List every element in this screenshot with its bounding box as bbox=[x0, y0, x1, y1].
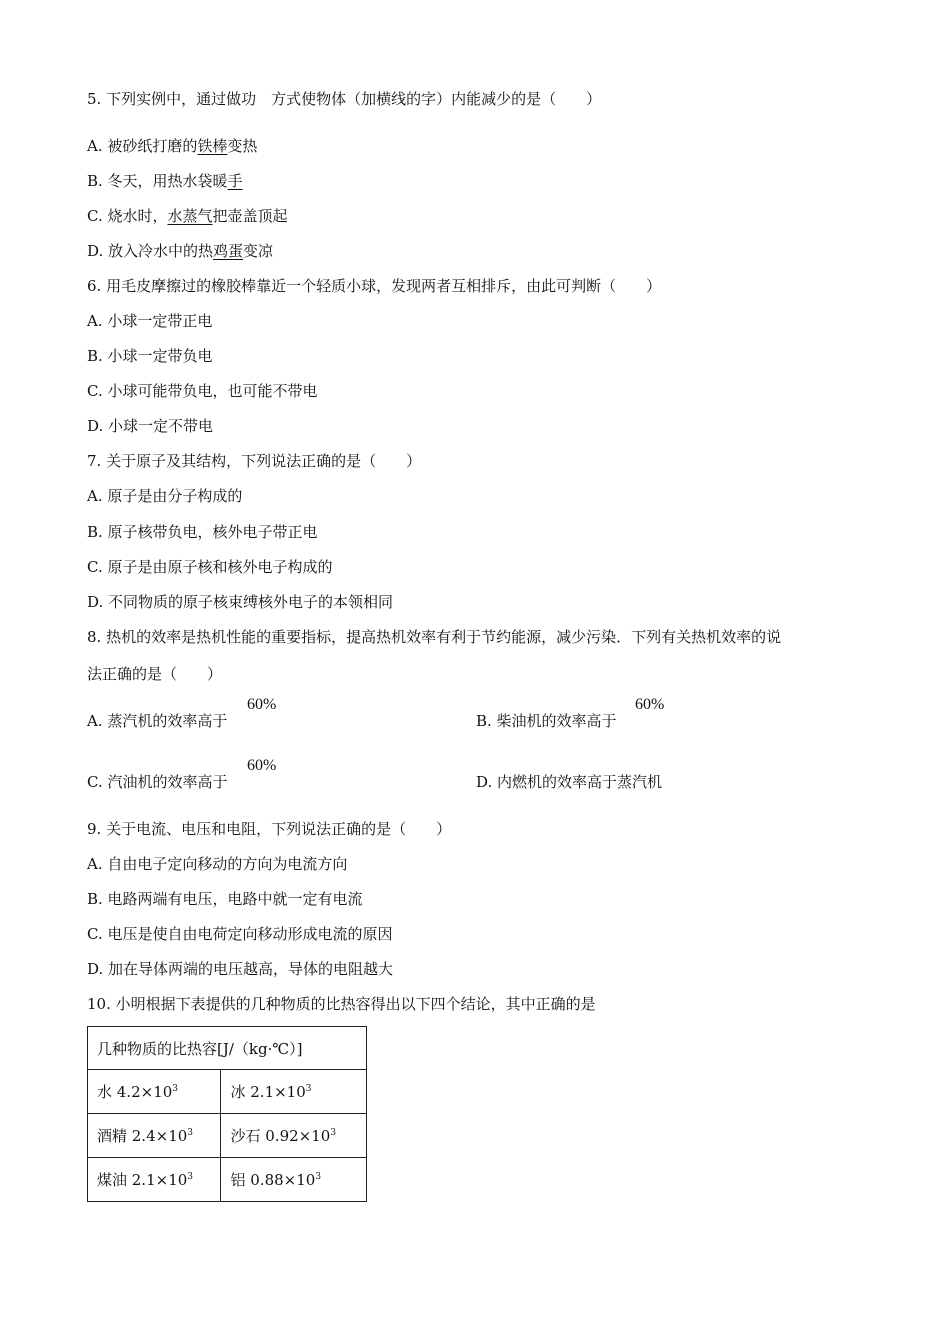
table-header-cell: 几种物质的比热容[J/（kg·℃）] bbox=[88, 1027, 367, 1070]
question-6-option-a: A. 小球一定带正电 bbox=[87, 312, 213, 330]
option-text: 把壶盖顶起 bbox=[212, 207, 288, 225]
question-8-option-b-percent: 60% bbox=[635, 696, 665, 713]
table-row bbox=[88, 1158, 367, 1202]
question-8-stem-line-2: 法正确的是（ ） bbox=[87, 665, 223, 683]
question-6-option-d: D. 小球一定不带电 bbox=[87, 417, 214, 435]
option-text: 变热 bbox=[227, 137, 258, 155]
question-5-stem: 5. 下列实例中，通过做功 方式使物体（加横线的字）内能减少的是（ ） bbox=[87, 90, 602, 108]
cell-exponent: 3 bbox=[172, 1084, 179, 1094]
question-7-option-a: A. 原子是由分子构成的 bbox=[87, 487, 243, 505]
table-cell bbox=[88, 1070, 221, 1114]
question-7-option-b: B. 原子核带负电，核外电子带正电 bbox=[87, 523, 318, 541]
table-row bbox=[88, 1070, 367, 1114]
question-8-option-d: D. 内燃机的效率高于蒸汽机 bbox=[476, 773, 663, 791]
question-5-option-c bbox=[87, 206, 288, 226]
cell-value: 煤油 2.1×10 bbox=[97, 1171, 188, 1189]
option-text: C. 烧水时， bbox=[87, 207, 168, 225]
question-5-option-d bbox=[87, 241, 273, 261]
question-7-option-d: D. 不同物质的原子核束缚核外电子的本领相同 bbox=[87, 593, 394, 611]
cell-value: 水 4.2×10 bbox=[97, 1083, 173, 1101]
option-text: 变凉 bbox=[243, 242, 274, 260]
question-8-option-a-percent: 60% bbox=[247, 696, 277, 713]
question-5-option-a bbox=[87, 136, 257, 156]
question-6-option-c: C. 小球可能带负电，也可能不带电 bbox=[87, 382, 318, 400]
table-cell bbox=[221, 1114, 367, 1158]
cell-value: 沙石 0.92×10 bbox=[230, 1127, 331, 1145]
option-text: A. 被砂纸打磨的 bbox=[87, 137, 198, 155]
question-10-stem: 10. 小明根据下表提供的几种物质的比热容得出以下四个结论，其中正确的是 bbox=[87, 995, 596, 1013]
table-cell bbox=[88, 1158, 221, 1202]
table-cell bbox=[221, 1070, 367, 1114]
question-8-option-b: B. 柴油机的效率高于 bbox=[476, 712, 617, 730]
question-7-stem: 7. 关于原子及其结构，下列说法正确的是（ ） bbox=[87, 452, 422, 470]
question-9-option-d: D. 加在导体两端的电压越高，导体的电阻越大 bbox=[87, 960, 394, 978]
question-6-stem: 6. 用毛皮摩擦过的橡胶棒靠近一个轻质小球，发现两者互相排斥，由此可判断（ ） bbox=[87, 277, 662, 295]
question-5-option-b bbox=[87, 171, 243, 191]
option-text: B. 冬天，用热水袋暖 bbox=[87, 172, 228, 190]
question-8-option-c-percent: 60% bbox=[247, 757, 277, 774]
cell-exponent: 3 bbox=[187, 1172, 194, 1182]
cell-value: 酒精 2.4×10 bbox=[97, 1127, 188, 1145]
underlined-word: 铁棒 bbox=[197, 137, 228, 155]
question-6-option-b: B. 小球一定带负电 bbox=[87, 347, 213, 365]
cell-exponent: 3 bbox=[187, 1128, 194, 1138]
table-header-row bbox=[88, 1027, 367, 1070]
table-cell bbox=[221, 1158, 367, 1202]
underlined-word: 鸡蛋 bbox=[213, 242, 244, 260]
question-9-option-c: C. 电压是使自由电荷定向移动形成电流的原因 bbox=[87, 925, 393, 943]
underlined-word: 手 bbox=[227, 172, 243, 190]
table-cell bbox=[88, 1114, 221, 1158]
underlined-word: 水蒸气 bbox=[167, 207, 213, 225]
table-row bbox=[88, 1114, 367, 1158]
cell-exponent: 3 bbox=[330, 1128, 337, 1138]
cell-exponent: 3 bbox=[305, 1084, 312, 1094]
question-8-option-a: A. 蒸汽机的效率高于 bbox=[87, 712, 228, 730]
cell-value: 铝 0.88×10 bbox=[230, 1171, 316, 1189]
question-9-option-b: B. 电路两端有电压，电路中就一定有电流 bbox=[87, 890, 363, 908]
cell-exponent: 3 bbox=[315, 1172, 322, 1182]
question-7-option-c: C. 原子是由原子核和核外电子构成的 bbox=[87, 558, 333, 576]
question-8-stem-line-1: 8. 热机的效率是热机性能的重要指标，提高热机效率有利于节约能源，减少污染．下列有关热机效率的说 bbox=[87, 628, 782, 646]
specific-heat-table bbox=[87, 1026, 367, 1202]
question-8-option-c: C. 汽油机的效率高于 bbox=[87, 773, 228, 791]
option-text: D. 放入冷水中的热 bbox=[87, 242, 214, 260]
cell-value: 冰 2.1×10 bbox=[230, 1083, 306, 1101]
question-9-stem: 9. 关于电流、电压和电阻，下列说法正确的是（ ） bbox=[87, 820, 452, 838]
question-9-option-a: A. 自由电子定向移动的方向为电流方向 bbox=[87, 855, 348, 873]
